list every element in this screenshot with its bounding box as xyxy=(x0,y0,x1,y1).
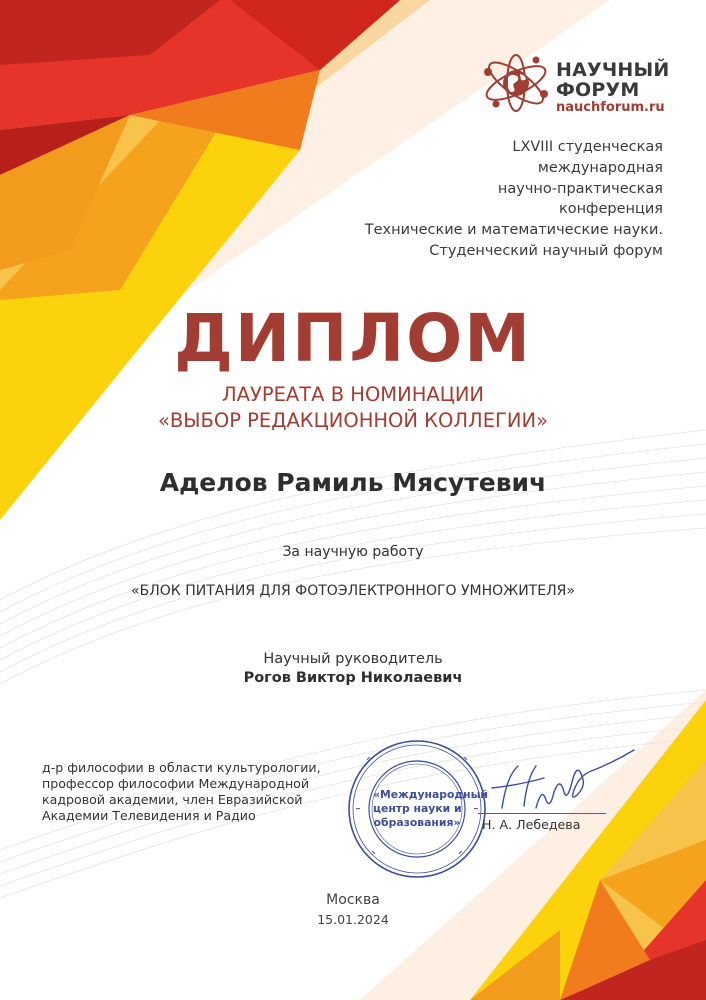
work-label: За научную работу xyxy=(282,544,424,560)
diploma-title: ДИПЛОМ xyxy=(174,300,532,377)
nomination-subtitle: ЛАУРЕАТА В НОМИНАЦИИ «ВЫБОР РЕДАКЦИОННОЙ КОЛЛЕГИИ» xyxy=(157,383,549,432)
supervisor-name: Рогов Виктор Николаевич xyxy=(243,670,463,686)
logo-title: НАУЧНЫЙ ФОРУМ xyxy=(556,59,670,101)
signature-line xyxy=(478,813,606,814)
logo xyxy=(478,52,678,114)
conference-info: LXVIII студенческая международная научно-практическая конференция Технические и математические науки. Студенческий научный форум xyxy=(364,139,663,259)
signatory-credentials: д-р философии в области культурологии, профессор философии Международной кадровой академии, член Евразийской Академии Телевидения и Радио xyxy=(42,760,321,823)
issue-date: 15.01.2024 xyxy=(317,912,389,927)
supervisor-label: Научный руководитель xyxy=(263,651,443,667)
city: Москва xyxy=(326,892,380,908)
handwritten-signature xyxy=(480,748,640,828)
atom-globe-icon xyxy=(478,52,554,114)
laureate-name: Аделов Рамиль Мясутевич xyxy=(159,468,547,497)
stamp-center-text: «Международный центр науки и образования» xyxy=(373,788,488,829)
work-title: «БЛОК ПИТАНИЯ ДЛЯ ФОТОЭЛЕКТРОННОГО УМНОЖИТЕЛЯ» xyxy=(131,583,575,599)
logo-url: nauchforum.ru xyxy=(556,100,665,115)
signatory-name: Н. А. Лебедева xyxy=(482,817,581,832)
